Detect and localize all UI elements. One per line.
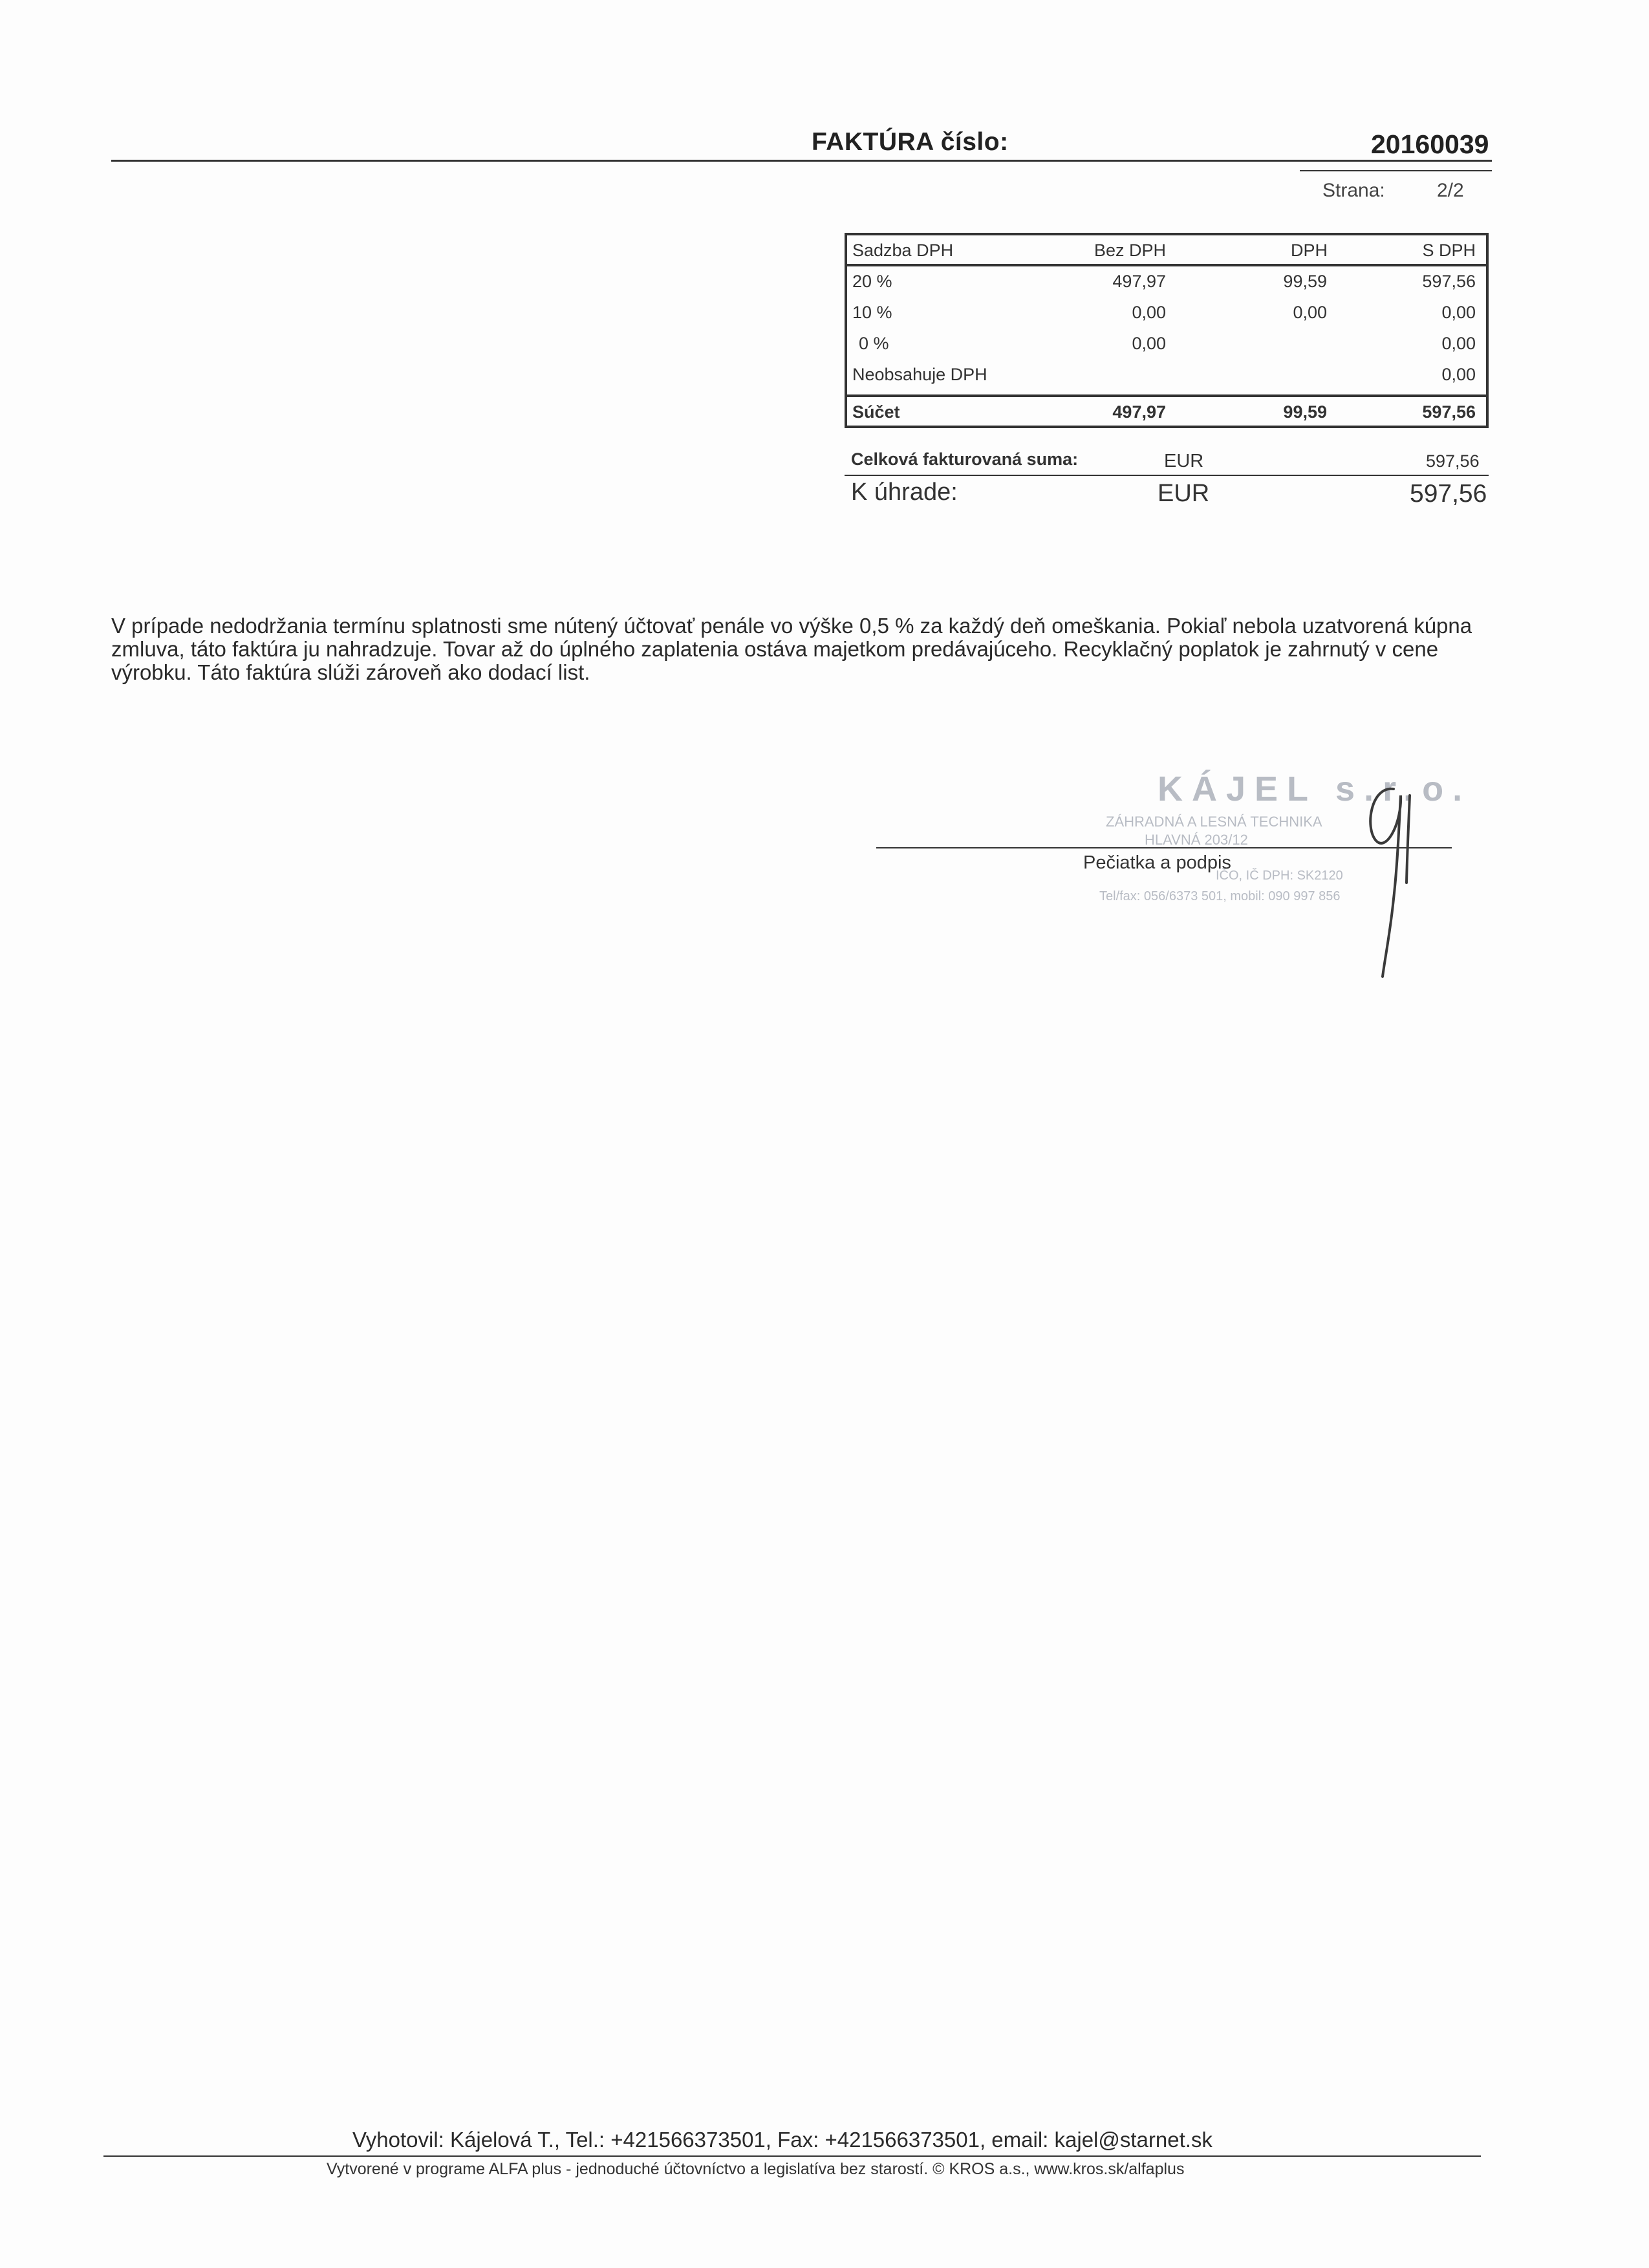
rate-cell: Neobsahuje DPH [852, 365, 987, 384]
gross-cell: 0,00 [1441, 365, 1476, 384]
vat-cell: 99,59 [1283, 272, 1327, 291]
total-invoiced-currency: EUR [1164, 451, 1204, 471]
table-row [847, 297, 1486, 327]
table-row [847, 360, 1486, 389]
total-invoiced-label: Celková fakturovaná suma: [851, 449, 1079, 469]
rate-cell: 20 % [852, 272, 892, 291]
payment-terms: V prípade nedodržania termínu splatnosti sme nútený účtovať penále vo výške 0,5 % za každý deň omeškania. Pokiaľ nebola uzatvorená kúpna zmluva, táto faktúra ju nahradzuje. Tovar až do úplného zaplatenia ostáva majetkom predávajúceho. Recyklačný poplatok je zahrnutý v cene výrobku. Táto faktúra slúži zároveň ako dodací list. [111, 614, 1472, 684]
invoice-title: FAKTÚRA číslo: [812, 128, 1009, 156]
vat-table [845, 233, 1489, 428]
svg-text:IČO, IČ DPH: SK2120: IČO, IČ DPH: SK2120 [1216, 869, 1343, 883]
rate-cell: 0 % [859, 334, 889, 353]
svg-text:ZÁHRADNÁ A LESNÁ TECHNIKA: ZÁHRADNÁ A LESNÁ TECHNIKA [1106, 814, 1322, 830]
header-rule-right [1300, 170, 1492, 171]
total-label: Súčet [852, 402, 900, 422]
software-notice: Vytvorené v programe ALFA plus - jednoduché účtovníctvo a legislatíva bez starostí. © KROS a.s., www.kros.sk/alfaplus [327, 2160, 1185, 2178]
total-vat: 99,59 [1283, 402, 1327, 422]
col-header-rate: Sadzba DPH [852, 241, 954, 260]
net-cell: 0,00 [1132, 303, 1166, 322]
page-label: Strana: [1322, 180, 1385, 201]
net-cell: 0,00 [1132, 334, 1166, 353]
summary-rule [845, 475, 1489, 476]
gross-cell: 0,00 [1441, 334, 1476, 353]
amount-due-currency: EUR [1158, 480, 1210, 507]
col-header-gross: S DPH [1422, 241, 1476, 260]
svg-text:HLAVNÁ 203/12: HLAVNÁ 203/12 [1145, 832, 1248, 848]
col-header-vat: DPH [1291, 241, 1328, 260]
amount-due-label: K úhrade: [851, 479, 958, 506]
table-row [847, 266, 1486, 296]
total-invoiced-value: 597,56 [1426, 451, 1480, 471]
signature-label: Pečiatka a podpis [1083, 852, 1231, 873]
vat-table-header [847, 235, 1486, 266]
total-net: 497,97 [1112, 402, 1166, 422]
gross-cell: 597,56 [1422, 272, 1476, 291]
header-rule [111, 160, 1492, 162]
svg-text:Tel/fax: 056/6373 501, mobil:: Tel/fax: 056/6373 501, mobil: 090 997 856 [1099, 889, 1341, 903]
svg-text:KÁJEL s.r.o.: KÁJEL s.r.o. [1158, 770, 1472, 808]
gross-cell: 0,00 [1441, 303, 1476, 322]
invoice-number: 20160039 [1371, 129, 1489, 159]
table-row [847, 329, 1486, 358]
amount-due-value: 597,56 [1410, 480, 1487, 508]
handwritten-signature [1326, 770, 1455, 989]
col-header-net: Bez DPH [1094, 241, 1166, 260]
net-cell: 497,97 [1112, 272, 1166, 291]
vat-cell: 0,00 [1293, 303, 1327, 322]
rate-cell: 10 % [852, 303, 892, 322]
prepared-by: Vyhotovil: Kájelová T., Tel.: +421566373501, Fax: +421566373501, email: kajel@starnet.sk [352, 2128, 1212, 2152]
total-gross: 597,56 [1422, 402, 1476, 422]
page-number: 2/2 [1437, 180, 1464, 201]
vat-table-total [847, 394, 1486, 426]
footer-rule [103, 2155, 1481, 2157]
